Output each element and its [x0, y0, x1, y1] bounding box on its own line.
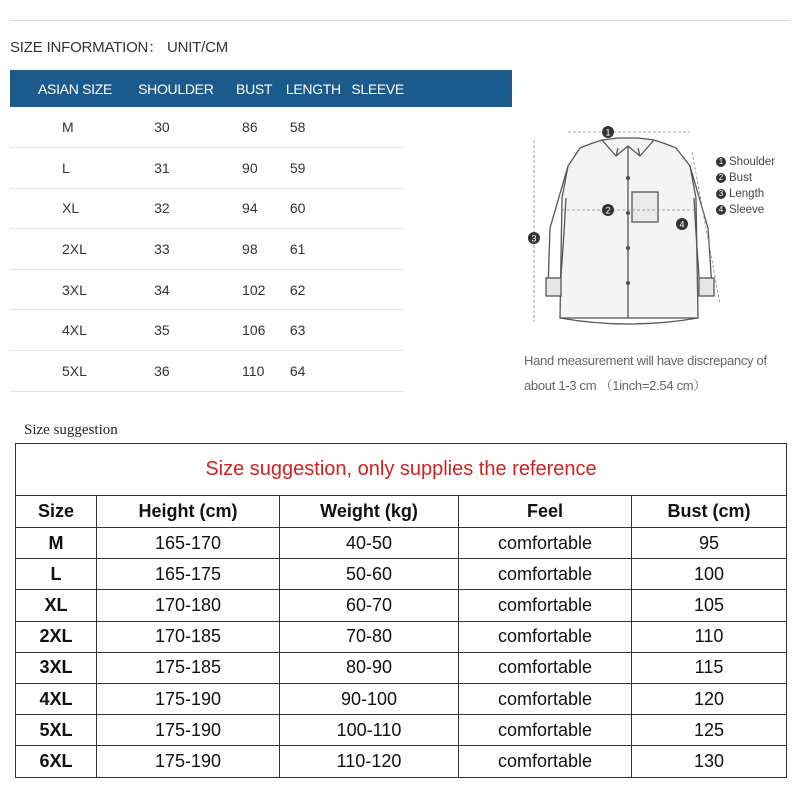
table-row — [16, 590, 787, 621]
sleeve-cell — [347, 310, 404, 351]
table-row — [10, 269, 404, 310]
height-cell: 165-175 — [97, 559, 280, 590]
col-header-size: Size — [16, 496, 97, 528]
table-row — [16, 528, 787, 559]
weight-cell: 90-100 — [280, 683, 459, 714]
bust-cell: 110 — [632, 621, 787, 652]
length-cell: 64 — [289, 362, 306, 379]
bust-cell: 102 — [242, 281, 266, 298]
table-row — [16, 652, 787, 683]
marker-sleeve: 4 — [679, 219, 685, 230]
col-header-shoulder: SHOULDER — [138, 80, 214, 97]
weight-cell: 100-110 — [280, 715, 459, 746]
size-cell: L — [62, 159, 70, 176]
bust-cell: 120 — [632, 683, 787, 714]
legend-item — [716, 170, 775, 186]
shoulder-cell: 32 — [154, 200, 170, 217]
table-header-band — [404, 70, 512, 107]
legend-item — [716, 154, 775, 170]
bust-cell: 98 — [242, 241, 258, 258]
size-cell: 2XL — [16, 621, 97, 652]
height-cell: 175-190 — [97, 715, 280, 746]
sleeve-cell — [347, 107, 404, 148]
length-cell: 63 — [289, 322, 306, 339]
size-cell: M — [16, 528, 97, 559]
height-cell: 170-185 — [97, 621, 280, 652]
bust-cell: 130 — [632, 746, 787, 777]
marker-shoulder: 1 — [605, 127, 611, 138]
size-cell: 2XL — [62, 241, 87, 258]
legend-label: Length — [729, 188, 765, 200]
length-cell: 59 — [289, 159, 306, 176]
table-row — [16, 683, 787, 714]
length-cell: 62 — [289, 281, 306, 298]
table-row — [10, 310, 404, 351]
size-cell: M — [62, 119, 74, 136]
shoulder-cell: 35 — [154, 322, 170, 339]
size-information-header-row — [10, 70, 404, 107]
legend-label: Bust — [729, 172, 753, 184]
sleeve-cell — [347, 148, 404, 189]
length-cell: 60 — [289, 200, 306, 217]
table-row — [16, 621, 787, 652]
table-row — [10, 229, 404, 270]
size-information-table — [10, 70, 404, 392]
legend-item — [716, 202, 775, 218]
legend-item — [716, 186, 775, 202]
shirt-measurement-diagram — [520, 118, 790, 338]
weight-cell: 80-90 — [280, 652, 459, 683]
shoulder-cell: 31 — [154, 159, 170, 176]
height-cell: 175-190 — [97, 683, 280, 714]
col-header-length: LENGTH — [285, 80, 341, 97]
diagram-legend — [716, 154, 775, 218]
marker-length: 3 — [531, 233, 537, 244]
length-cell: 61 — [289, 241, 306, 258]
feel-cell: comfortable — [459, 746, 632, 777]
suggestion-header-row — [16, 496, 787, 528]
feel-cell: comfortable — [459, 559, 632, 590]
size-suggestion-table — [15, 443, 787, 778]
bust-cell: 105 — [632, 590, 787, 621]
size-cell: 6XL — [16, 746, 97, 777]
col-header-feel: Feel — [459, 496, 632, 528]
feel-cell: comfortable — [459, 621, 632, 652]
suggestion-title-row — [16, 444, 787, 496]
legend-label: Shoulder — [729, 156, 776, 168]
shoulder-cell: 36 — [154, 362, 170, 379]
sleeve-cell — [347, 188, 404, 229]
weight-cell: 60-70 — [280, 590, 459, 621]
table-row — [16, 746, 787, 777]
size-cell: 3XL — [16, 652, 97, 683]
weight-cell: 110-120 — [280, 746, 459, 777]
shirt-icon — [546, 138, 714, 324]
bust-cell: 95 — [632, 528, 787, 559]
legend-number: 2 — [716, 173, 726, 183]
table-row — [10, 148, 404, 189]
size-cell: 5XL — [16, 715, 97, 746]
table-row — [16, 559, 787, 590]
bust-cell: 110 — [242, 362, 265, 379]
height-cell: 175-190 — [97, 746, 280, 777]
length-cell: 58 — [289, 119, 306, 136]
size-information-title: SIZE INFORMATION： UNIT/CM — [10, 39, 229, 56]
weight-cell: 40-50 — [280, 528, 459, 559]
bust-cell: 100 — [632, 559, 787, 590]
col-header-height: Height (cm) — [97, 496, 280, 528]
size-cell: 3XL — [62, 281, 87, 298]
height-cell: 170-180 — [97, 590, 280, 621]
col-header-weight: Weight (kg) — [280, 496, 459, 528]
feel-cell: comfortable — [459, 528, 632, 559]
note-line: about 1-3 cm （1inch=2.54 cm） — [524, 378, 706, 393]
legend-label: Sleeve — [729, 204, 765, 216]
size-cell: XL — [62, 200, 80, 217]
weight-cell: 70-80 — [280, 621, 459, 652]
bust-cell: 86 — [242, 119, 258, 136]
height-cell: 165-170 — [97, 528, 280, 559]
size-suggestion-caption: Size suggestion — [24, 422, 118, 438]
feel-cell: comfortable — [459, 652, 632, 683]
col-header-asian-size: ASIAN SIZE — [38, 80, 113, 97]
legend-number: 4 — [716, 205, 726, 215]
table-row — [10, 188, 404, 229]
col-header-sleeve: SLEEVE — [351, 80, 404, 97]
table-row — [10, 351, 404, 392]
table-row — [10, 107, 404, 148]
note-line: Hand measurement will have discrepancy of — [524, 353, 767, 368]
size-cell: L — [16, 559, 97, 590]
col-header-bust: Bust (cm) — [632, 496, 787, 528]
suggestion-title: Size suggestion, only supplies the reference — [16, 444, 787, 496]
feel-cell: comfortable — [459, 683, 632, 714]
sleeve-cell — [347, 229, 404, 270]
size-cell: 4XL — [16, 683, 97, 714]
bust-cell: 125 — [632, 715, 787, 746]
bust-cell: 115 — [632, 652, 787, 683]
shoulder-cell: 30 — [154, 119, 170, 136]
bust-cell: 106 — [242, 322, 266, 339]
top-divider — [10, 20, 790, 21]
size-cell: 5XL — [62, 362, 87, 379]
legend-number: 1 — [716, 157, 726, 167]
sleeve-cell — [347, 351, 404, 392]
legend-number: 3 — [716, 189, 726, 199]
marker-bust: 2 — [605, 205, 611, 216]
size-cell: 4XL — [62, 322, 87, 339]
shoulder-cell: 34 — [154, 281, 170, 298]
bust-cell: 90 — [242, 159, 258, 176]
size-cell: XL — [16, 590, 97, 621]
table-row — [16, 715, 787, 746]
feel-cell: comfortable — [459, 715, 632, 746]
shoulder-cell: 33 — [154, 241, 170, 258]
measurement-note — [524, 348, 794, 398]
bust-cell: 94 — [242, 200, 258, 217]
col-header-bust: BUST — [236, 80, 273, 97]
sleeve-cell — [347, 269, 404, 310]
feel-cell: comfortable — [459, 590, 632, 621]
height-cell: 175-185 — [97, 652, 280, 683]
weight-cell: 50-60 — [280, 559, 459, 590]
